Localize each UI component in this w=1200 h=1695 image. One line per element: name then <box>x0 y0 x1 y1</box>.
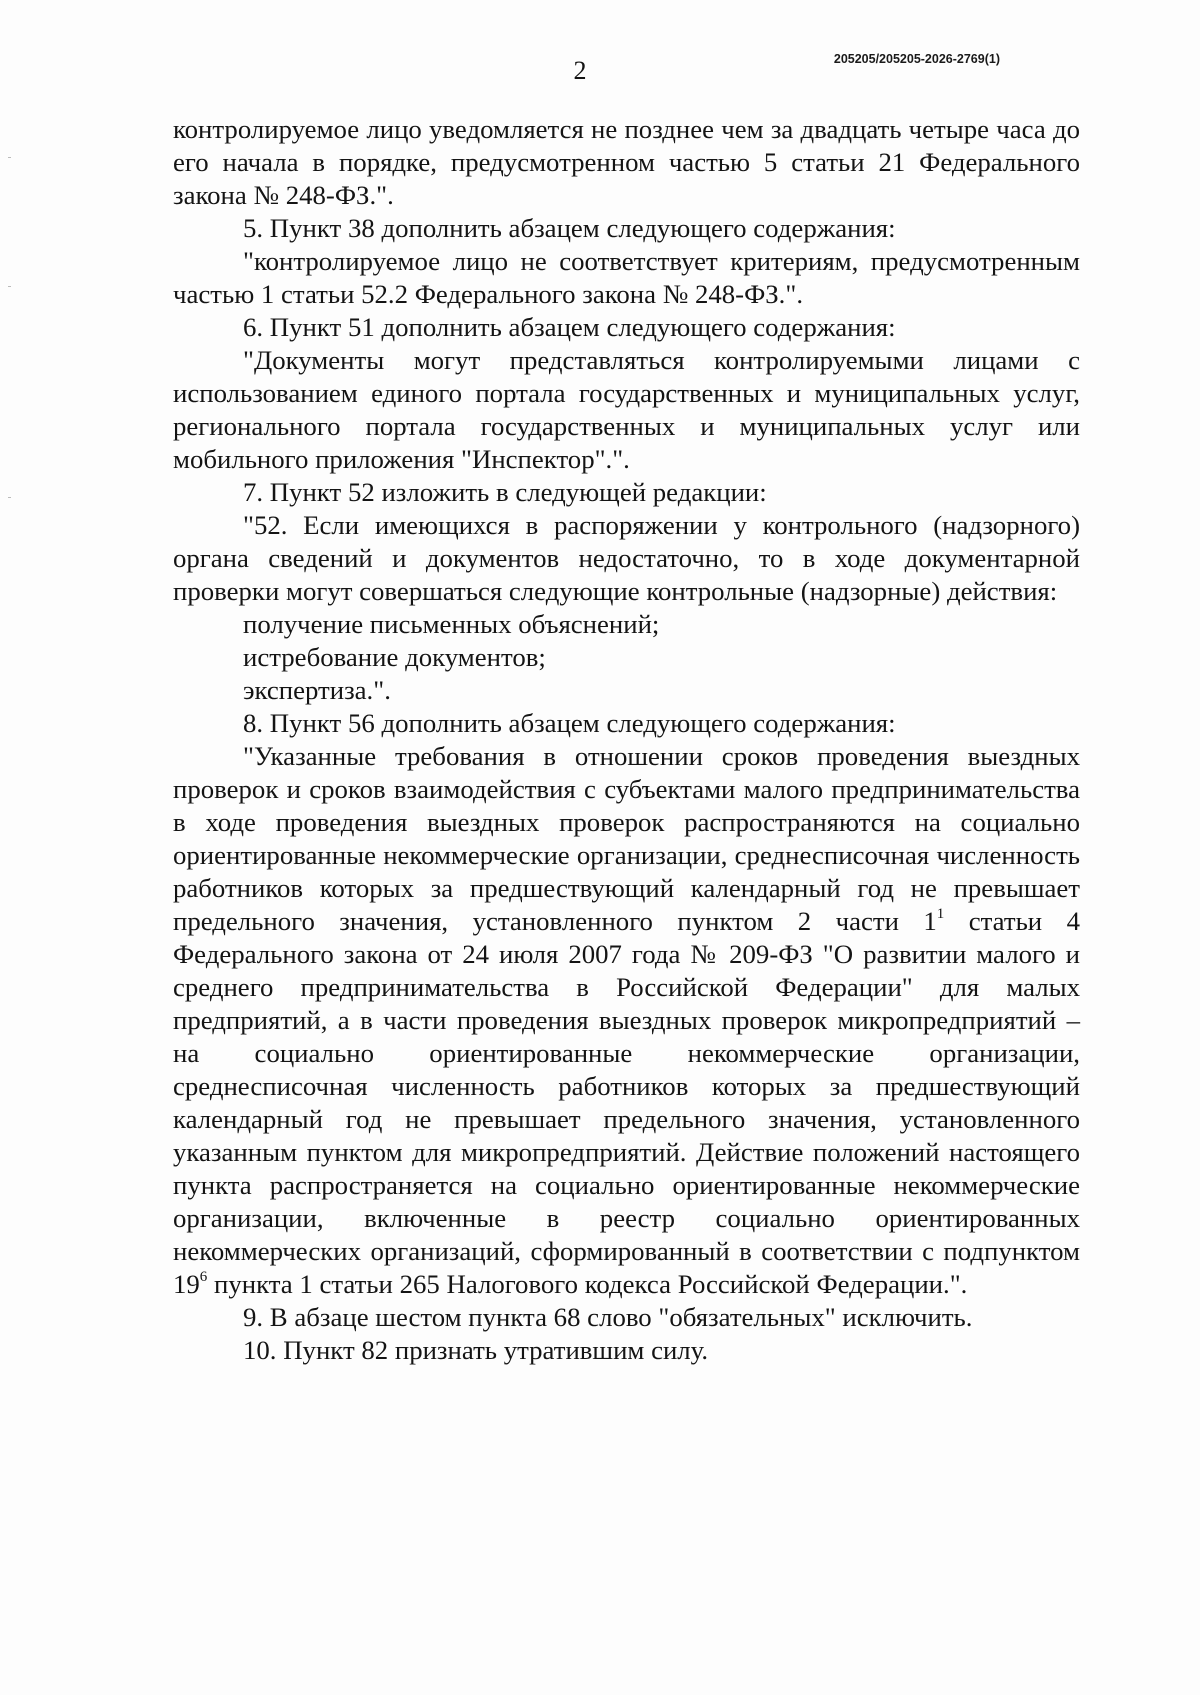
paragraph: "Документы могут представляться контролируемыми лицами с использованием единого портала государственных и муниципальных услуг, регионального портала государственных и муниципальных услуг или мобильного приложения "Инспектор".". <box>173 345 1080 474</box>
scan-artifact <box>8 497 11 498</box>
list-item: получение письменных объяснений; <box>243 609 660 639</box>
document-body <box>173 113 1080 1367</box>
paragraph: 5. Пункт 38 дополнить абзацем следующего содержания: <box>243 213 896 243</box>
paragraph: 6. Пункт 51 дополнить абзацем следующего содержания: <box>243 312 896 342</box>
document-id: 205205/205205-2026-2769(1) <box>833 52 1000 66</box>
scan-artifact <box>8 157 11 158</box>
paragraph <box>173 740 1080 1301</box>
superscript: 1 <box>936 906 945 923</box>
list-item: экспертиза.". <box>243 675 391 705</box>
paragraph: 7. Пункт 52 изложить в следующей редакции: <box>243 477 767 507</box>
page-number: 2 <box>573 56 587 85</box>
list-item: истребование документов; <box>243 642 546 672</box>
paragraph: "52. Если имеющихся в распоряжении у контрольного (надзорного) органа сведений и документов недостаточно, то в ходе документарной проверки могут совершаться следующие контрольные (надзорные) действия: <box>173 510 1080 606</box>
scan-artifact <box>8 286 11 287</box>
paragraph: "контролируемое лицо не соответствует критериям, предусмотренным частью 1 статьи 52.2 Федерального закона № 248-ФЗ.". <box>173 246 1080 309</box>
paragraph: 10. Пункт 82 признать утратившим силу. <box>243 1335 709 1365</box>
superscript: 6 <box>199 1269 208 1286</box>
paragraph: 8. Пункт 56 дополнить абзацем следующего содержания: <box>243 708 896 738</box>
paragraph: контролируемое лицо уведомляется не позднее чем за двадцать четыре часа до его начала в порядке, предусмотренном частью 5 статьи 21 Федерального закона № 248-ФЗ.". <box>173 114 1080 210</box>
paragraph: 9. В абзаце шестом пункта 68 слово "обязательных" исключить. <box>243 1302 973 1332</box>
paragraph-text: "Указанные требования в отношении сроков проведения выездных проверок и сроков взаимодействия с субъектами малого предпринимательства в ходе проведения выездных проверок распространяются на социально ориентированные некоммерческие организации, среднесписочная численность работников которых за предшествующий календарный год не превышает предельного значения, установленного пунктом 2 части 1 <box>173 741 1080 936</box>
paragraph-text: статьи 4 Федерального закона от 24 июля 2007 года № 209-ФЗ "О развитии малого и среднего предпринимательства в Российской Федерации" для малых предприятий, а в части проведения выездных проверок микропредприятий – на социально ориентированные некоммерческие организации, среднесписочная численность работников которых за предшествующий календарный год не превышает предельного значения, установленного указанным пунктом для микропредприятий. Действие положений настоящего пункта распространяется на социально ориентированные некоммерческие организации, включенные в реестр социально ориентированных некоммерческих организаций, сформированный в соответствии с подпунктом 19 <box>173 906 1080 1299</box>
paragraph-text: пункта 1 статьи 265 Налогового кодекса Российской Федерации.". <box>207 1269 968 1299</box>
